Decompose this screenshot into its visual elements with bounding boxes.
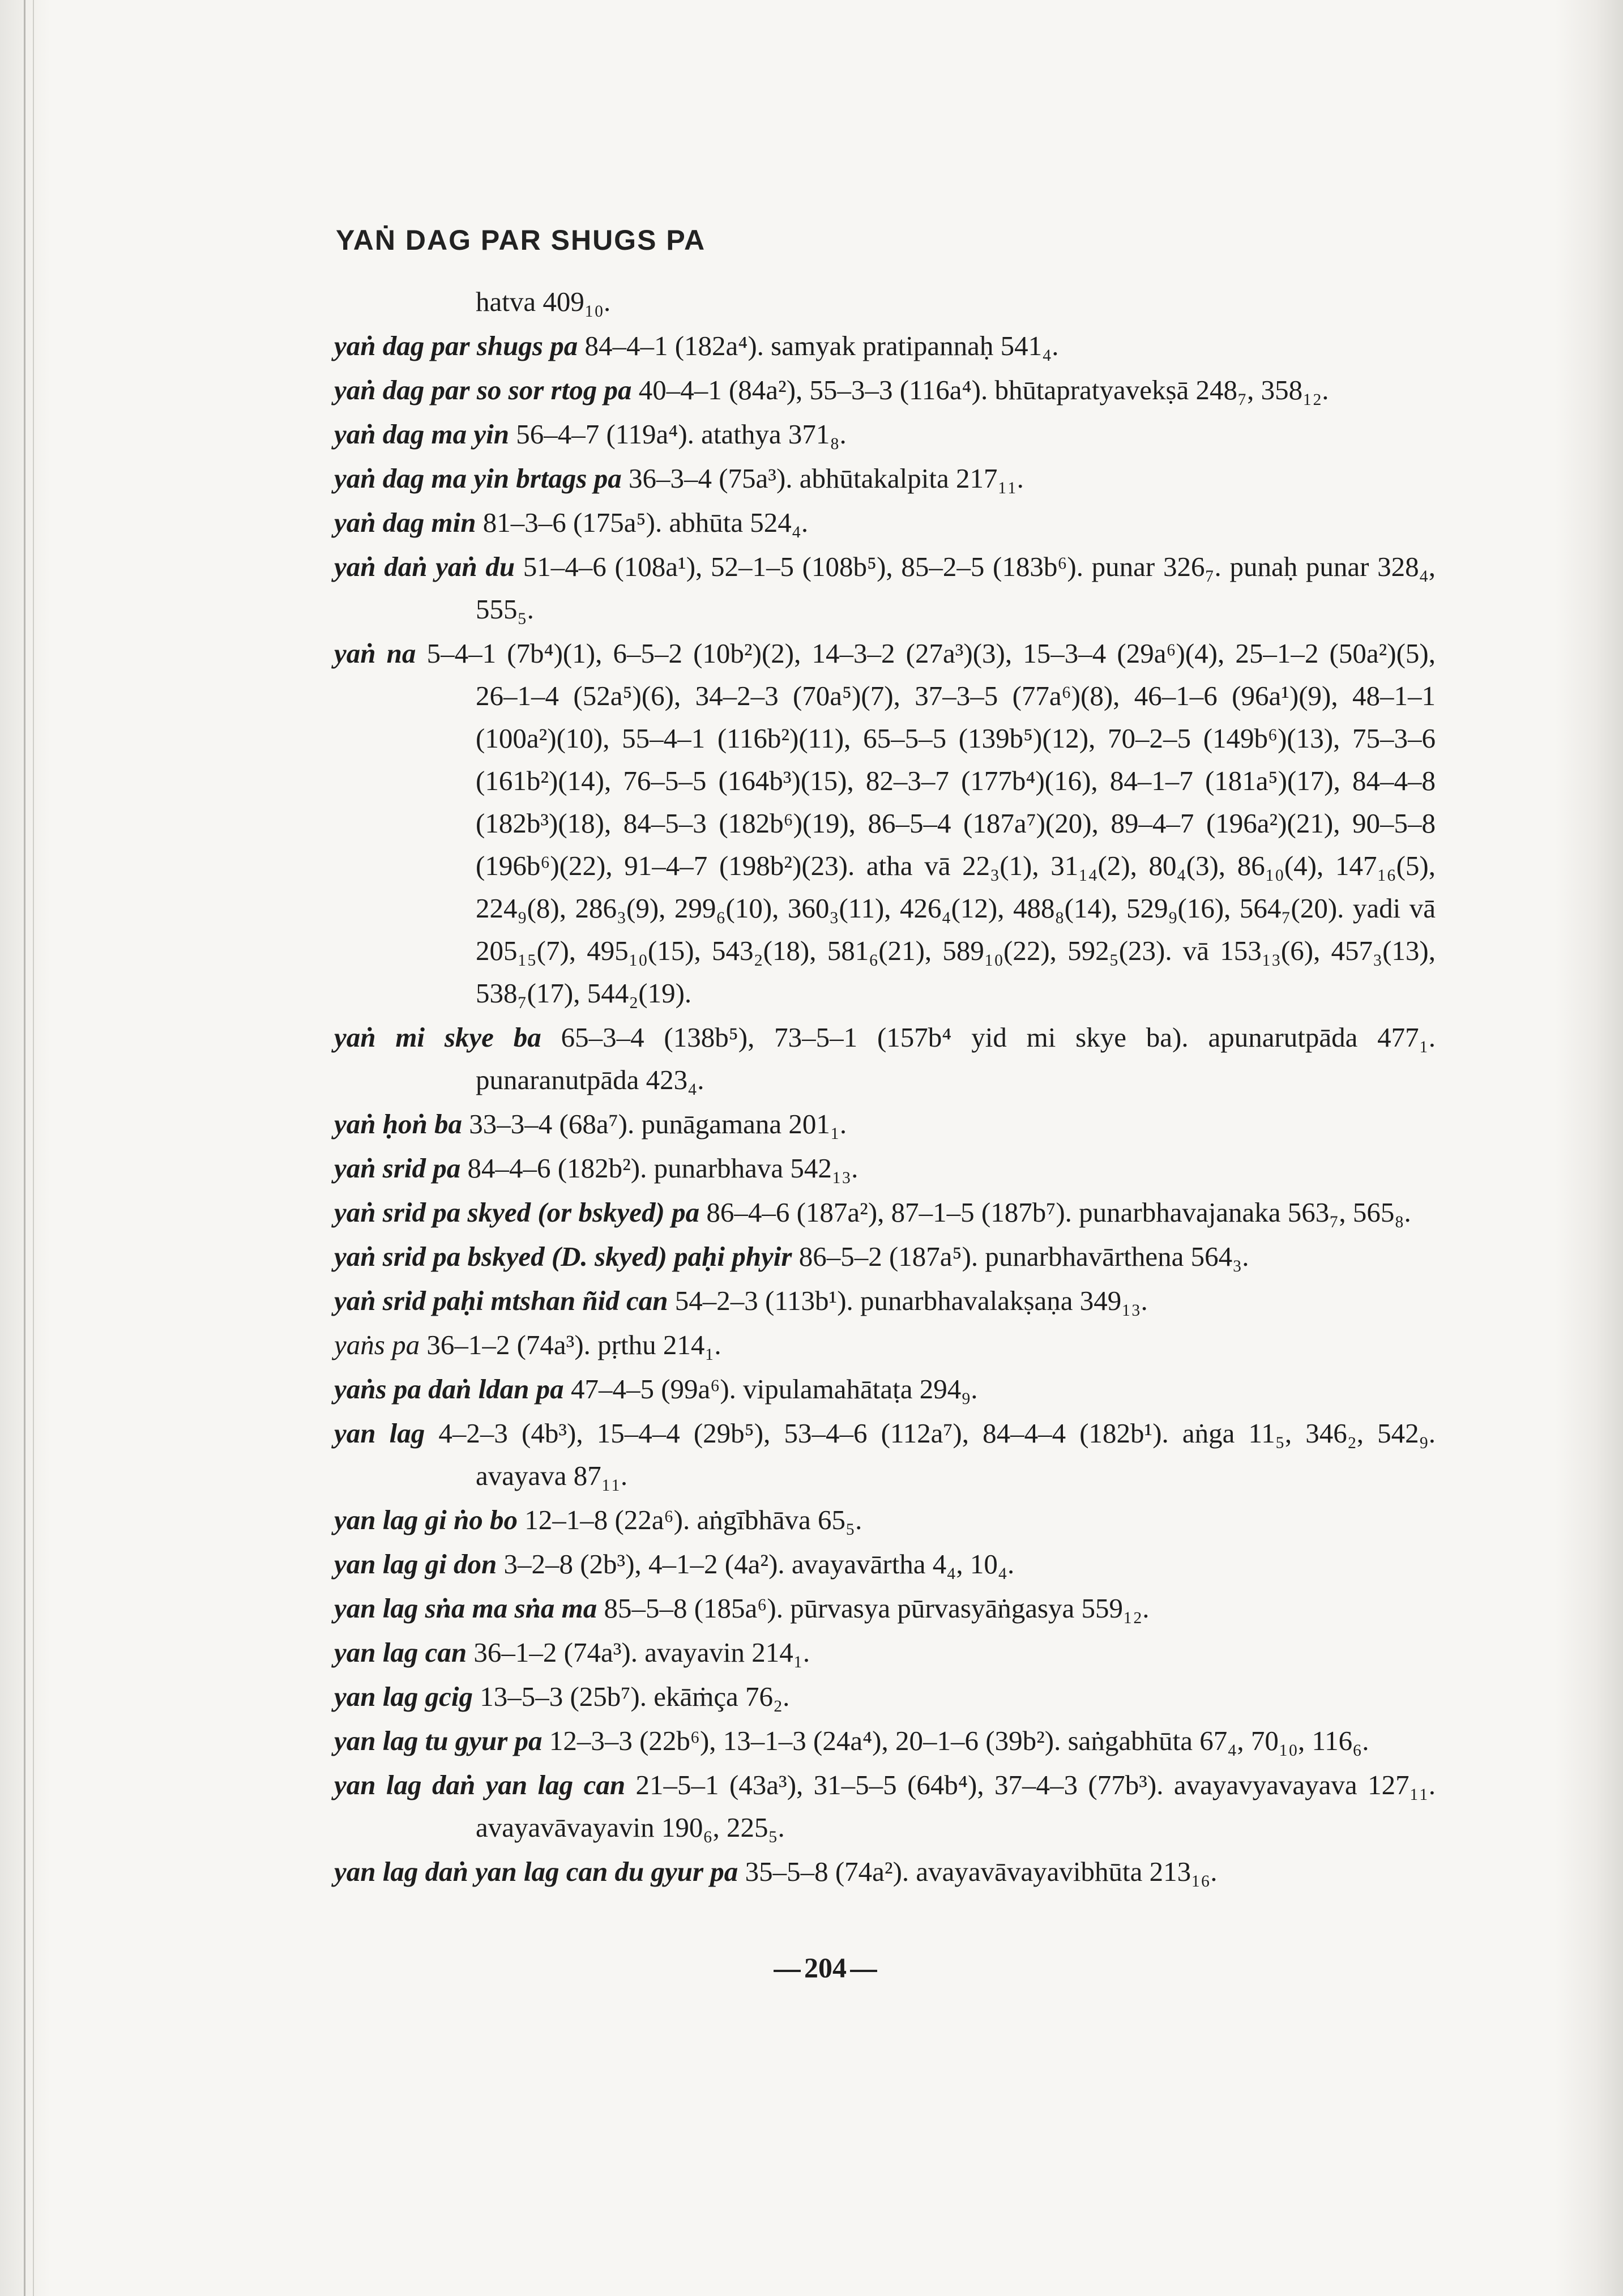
dictionary-entry <box>334 325 1436 367</box>
entry-term: yan lag <box>334 1418 425 1449</box>
entry-references: 51–4–6 (108a¹), 52–1–5 (108b⁵), 85–2–5 (183b⁶). punar 326₇. punaḥ punar 328₄, 555₅. <box>476 551 1436 625</box>
entry-references: 65–3–4 (138b⁵), 73–5–1 (157b⁴ yid mi skye ba). apunarutpāda 477₁. punaranutpāda 423₄. <box>476 1022 1436 1095</box>
entry-references: 5–4–1 (7b⁴)(1), 6–5–2 (10b²)(2), 14–3–2 (27a³)(3), 15–3–4 (29a⁶)(4), 25–1–2 (50a²)(5), 26–1–4 (52a⁵)(6), 34–2–3 (70a⁵)(7), 37–3–5 (77a⁶)(8), 46–1–6 (96a¹)(9), 48–1–1 (100a²)(10), 55–4–1 (116b²)(11), 65–5–5 (139b⁵)(12), 70–2–5 (149b⁶)(13), 75–3–6 (161b²)(14), 76–5–5 (164b³)(15), 82–3–7 (177b⁴)(16), 84–1–7 (181a⁵)(17), 84–4–8 (182b³)(18), 84–5–3 (182b⁶)(19), 86–5–4 (187a⁷)(20), 89–4–7 (196a²)(21), 90–5–8 (196b⁶)(22), 91–4–7 (198b²)(23). atha vā 22₃(1), 31₁₄(2), 80₄(3), 86₁₀(4), 147₁₆(5), 224₉(8), 286₃(9), 299₆(10), 360₃(11), 426₄(12), 488₈(14), 529₉(16), 564₇(20). yadi vā 205₁₅(7), 495₁₀(15), 543₂(18), 581₆(21), 589₁₀(22), 592₅(23). vā 153₁₃(6), 457₃(13), 538₇(17), 544₂(19). <box>426 638 1436 1009</box>
entry-term: yaṅ dag ma yin <box>334 419 509 450</box>
dictionary-entry <box>334 457 1436 500</box>
entry-term: yan lag sṅa ma sṅa ma <box>334 1593 597 1624</box>
dictionary-entry <box>334 1279 1436 1322</box>
entry-references: 36–3–4 (75a³). abhūtakalpita 217₁₁. <box>628 463 1024 494</box>
dictionary-entry <box>334 413 1436 455</box>
entry-references: 54–2–3 (113b¹). punarbhavalakṣaṇa 349₁₃. <box>674 1285 1148 1316</box>
dictionary-entry <box>334 545 1436 630</box>
entry-references: 56–4–7 (119a⁴). atathya 371₈. <box>516 419 847 450</box>
dictionary-entry <box>334 1147 1436 1189</box>
entry-term: yaṅ dag par shugs pa <box>334 330 578 361</box>
entry-references: 21–5–1 (43a³), 31–5–5 (64b⁴), 37–4–3 (77b³). avayavyavayava 127₁₁. avayavāvayavin 190₆, 225₅. <box>476 1769 1436 1843</box>
dash-right <box>850 1970 877 1972</box>
entry-term: yaṅ srid pa bskyed (D. skyed) paḥi phyir <box>334 1241 792 1272</box>
dictionary-entry <box>334 1675 1436 1718</box>
dictionary-entry <box>334 1719 1436 1762</box>
entry-term: yaṅ dag par so sor rtog pa <box>334 374 632 406</box>
entry-term: yaṅ na <box>334 638 416 669</box>
entry-references: 36–1–2 (74a³). avayavin 214₁. <box>473 1637 810 1668</box>
entry-references: 86–5–2 (187a⁵). punarbhavārthena 564₃. <box>798 1241 1249 1272</box>
dictionary-entry <box>334 280 1436 323</box>
entry-term: yaṅ mi skye ba <box>334 1022 541 1053</box>
entry-term: yaṅ srid paḥi mtshan ñid can <box>334 1285 668 1316</box>
entry-references: 86–4–6 (187a²), 87–1–5 (187b⁷). punarbhavajanaka 563₇, 565₈. <box>706 1197 1411 1228</box>
dictionary-entry <box>334 1543 1436 1585</box>
entry-references: 12–1–8 (22a⁶). aṅgībhāva 65₅. <box>524 1504 862 1535</box>
book-gutter-shadow <box>0 0 51 2296</box>
dictionary-entry <box>334 1499 1436 1541</box>
entry-references: 13–5–3 (25b⁷). ekāṁça 76₂. <box>480 1681 790 1712</box>
entry-references: 4–2–3 (4b³), 15–4–4 (29b⁵), 53–4–6 (112a⁷), 84–4–4 (182b¹). aṅga 11₅, 346₂, 542₉. avayava 87₁₁. <box>438 1418 1436 1491</box>
dash-left <box>774 1970 801 1972</box>
entry-references: 84–4–6 (182b²). punarbhava 542₁₃. <box>467 1153 859 1184</box>
page-number <box>770 1951 881 1984</box>
entry-references: 12–3–3 (22b⁶), 13–1–3 (24a⁴), 20–1–6 (39b²). saṅgabhūta 67₄, 70₁₀, 116₆. <box>549 1725 1369 1756</box>
entry-references: 40–4–1 (84a²), 55–3–3 (116a⁴). bhūtapratyavekṣā 248₇, 358₁₂. <box>638 374 1329 406</box>
entry-term: yaṅs pa <box>334 1329 420 1360</box>
page-edge-shadow <box>1555 0 1623 2296</box>
dictionary-entry <box>334 1587 1436 1629</box>
gutter-line <box>24 0 25 2296</box>
page-number-value: 204 <box>804 1952 847 1983</box>
entry-references: hatva 409₁₀. <box>476 286 611 317</box>
dictionary-entry <box>334 1191 1436 1234</box>
running-head: YAṄ DAG PAR SHUGS PA <box>336 224 706 256</box>
dictionary-entries <box>334 280 1436 1894</box>
entry-term: yaṅ srid pa skyed (or bskyed) pa <box>334 1197 700 1228</box>
entry-term: yan lag can <box>334 1637 467 1668</box>
entry-term: yaṅ dag ma yin brtags pa <box>334 463 622 494</box>
entry-term: yan lag tu gyur pa <box>334 1725 543 1756</box>
entry-term: yan lag gcig <box>334 1681 473 1712</box>
entry-term: yan lag gi ṅo bo <box>334 1504 518 1535</box>
entry-term: yaṅ daṅ yaṅ du <box>334 551 515 582</box>
entry-references: 85–5–8 (185a⁶). pūrvasya pūrvasyāṅgasya 559₁₂. <box>604 1593 1150 1624</box>
entry-references: 84–4–1 (182a⁴). samyak pratipannaḥ 541₄. <box>584 330 1059 361</box>
entry-references: 3–2–8 (2b³), 4–1–2 (4a²). avayavārtha 4₄, 10₄. <box>503 1548 1015 1580</box>
entry-references: 33–3–4 (68a⁷). punāgamana 201₁. <box>469 1108 847 1140</box>
entry-term: yan lag gi don <box>334 1548 497 1580</box>
entry-term: yan lag daṅ yan lag can <box>334 1769 626 1800</box>
dictionary-entry <box>334 1324 1436 1366</box>
dictionary-entry <box>334 632 1436 1014</box>
dictionary-entry <box>334 1103 1436 1145</box>
dictionary-entry <box>334 1412 1436 1497</box>
entry-term: yaṅ srid pa <box>334 1153 461 1184</box>
entry-term: yaṅ dag min <box>334 507 476 538</box>
dictionary-entry <box>334 1016 1436 1101</box>
entry-references: 35–5–8 (74a²). avayavāvayavibhūta 213₁₆. <box>745 1856 1218 1887</box>
entry-term: yan lag daṅ yan lag can du gyur pa <box>334 1856 738 1887</box>
dictionary-entry <box>334 1631 1436 1674</box>
dictionary-entry <box>334 1368 1436 1410</box>
entry-term: yaṅs pa daṅ ldan pa <box>334 1373 564 1405</box>
entry-references: 36–1–2 (74a³). pṛthu 214₁. <box>426 1329 721 1360</box>
dictionary-entry <box>334 1235 1436 1278</box>
entry-term: yaṅ ḥoṅ ba <box>334 1108 463 1140</box>
gutter-line <box>33 0 34 2296</box>
dictionary-entry <box>334 1850 1436 1893</box>
entry-references: 81–3–6 (175a⁵). abhūta 524₄. <box>482 507 809 538</box>
entry-references: 47–4–5 (99a⁶). vipulamahātaṭa 294₉. <box>570 1373 978 1405</box>
dictionary-entry <box>334 501 1436 544</box>
dictionary-entry <box>334 1764 1436 1849</box>
dictionary-entry <box>334 369 1436 411</box>
